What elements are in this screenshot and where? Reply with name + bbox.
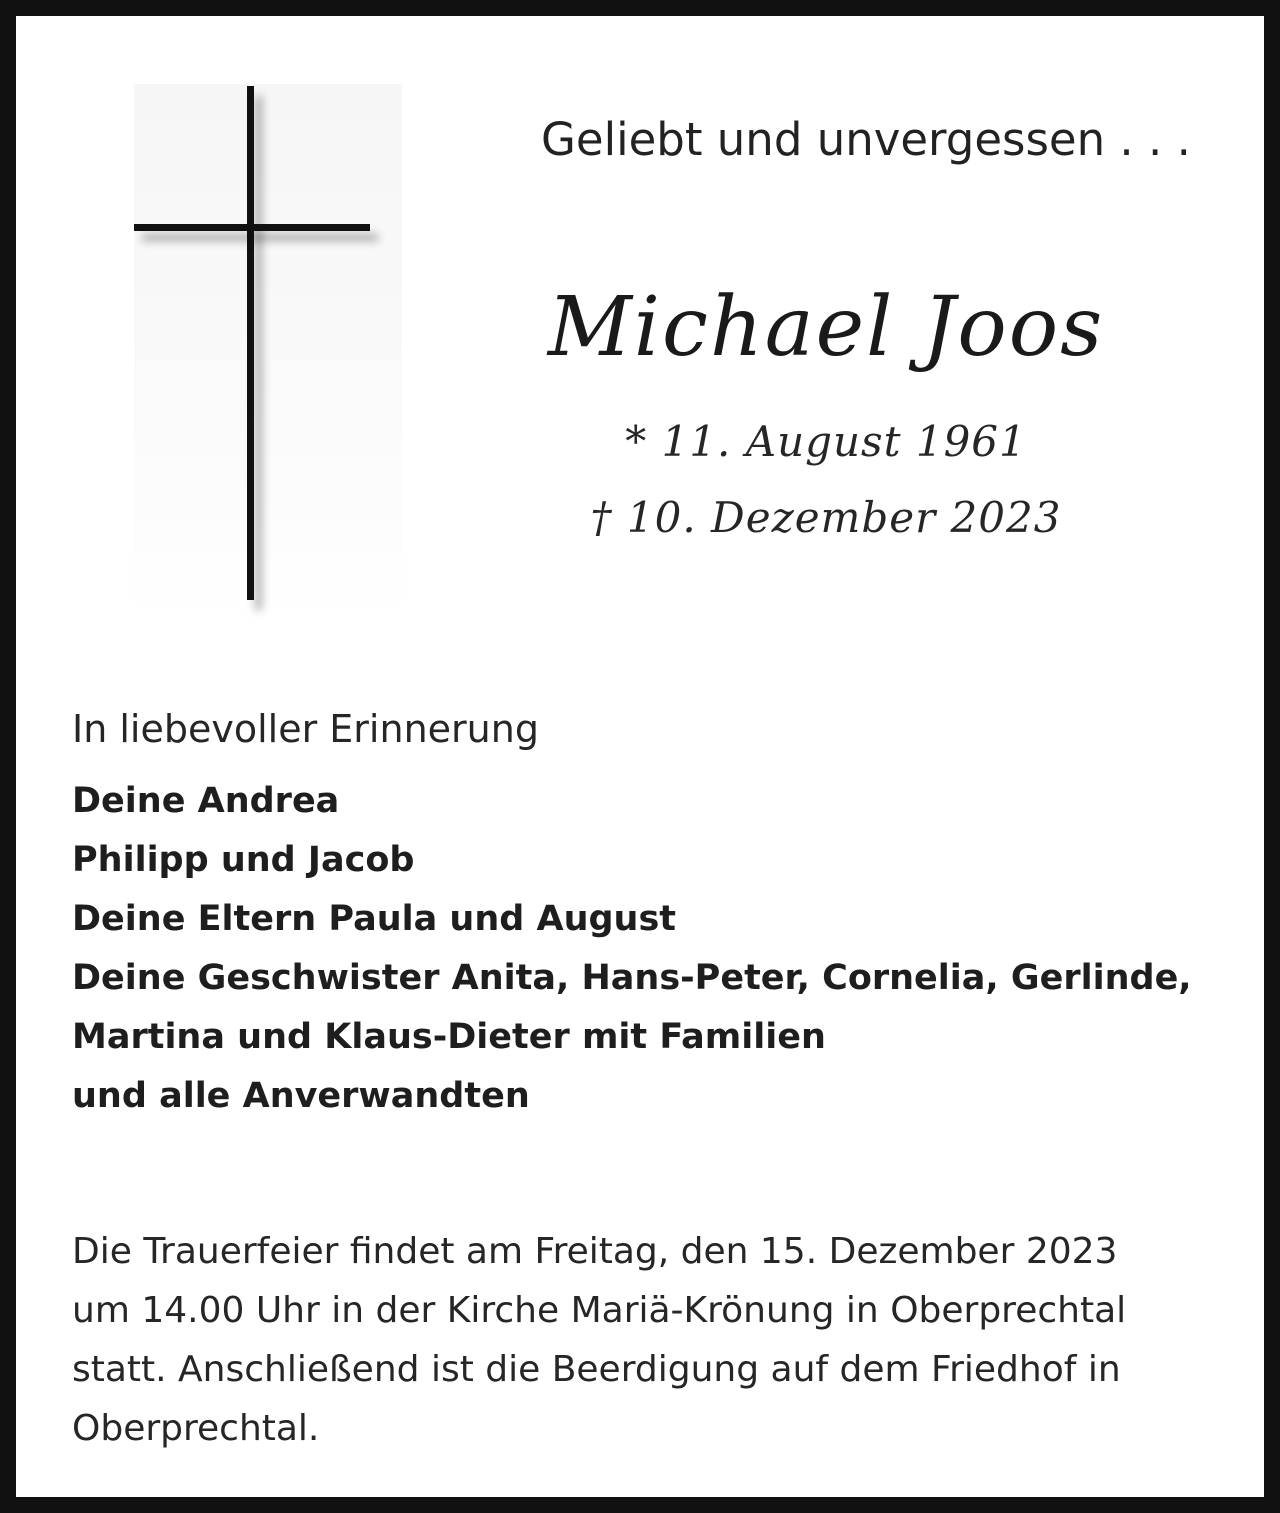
family-line: Philipp und Jacob bbox=[72, 840, 415, 880]
cross-vertical-beam bbox=[247, 86, 254, 600]
remembrance-line: In liebevoller Erinnerung bbox=[72, 707, 539, 751]
ceremony-line: Die Trauerfeier findet am Freitag, den 15. Dezember 2023 bbox=[72, 1231, 1118, 1272]
death-date: † 10. Dezember 2023 bbox=[590, 493, 1062, 542]
family-line: Deine Geschwister Anita, Hans-Peter, Cornelia, Gerlinde, bbox=[72, 958, 1192, 998]
ceremony-line: um 14.00 Uhr in der Kirche Mariä-Krönung in Oberprechtal bbox=[72, 1290, 1127, 1331]
family-line: Martina und Klaus-Dieter mit Familien bbox=[72, 1017, 826, 1057]
ceremony-line: statt. Anschließend ist die Beerdigung auf dem Friedhof in bbox=[72, 1349, 1121, 1390]
ceremony-text bbox=[72, 1222, 1126, 1458]
ceremony-line: Oberprechtal. bbox=[72, 1408, 320, 1449]
family-line: Deine Andrea bbox=[72, 781, 340, 821]
deceased-name: Michael Joos bbox=[547, 280, 1105, 375]
cross-background bbox=[134, 84, 402, 624]
motto-heading: Geliebt und unvergessen . . . bbox=[541, 113, 1191, 166]
family-line: Deine Eltern Paula und August bbox=[72, 899, 677, 939]
birth-date: * 11. August 1961 bbox=[625, 417, 1027, 466]
cross-horizontal-beam bbox=[134, 224, 370, 231]
family-list bbox=[72, 772, 1192, 1126]
family-line: und alle Anverwandten bbox=[72, 1076, 530, 1116]
